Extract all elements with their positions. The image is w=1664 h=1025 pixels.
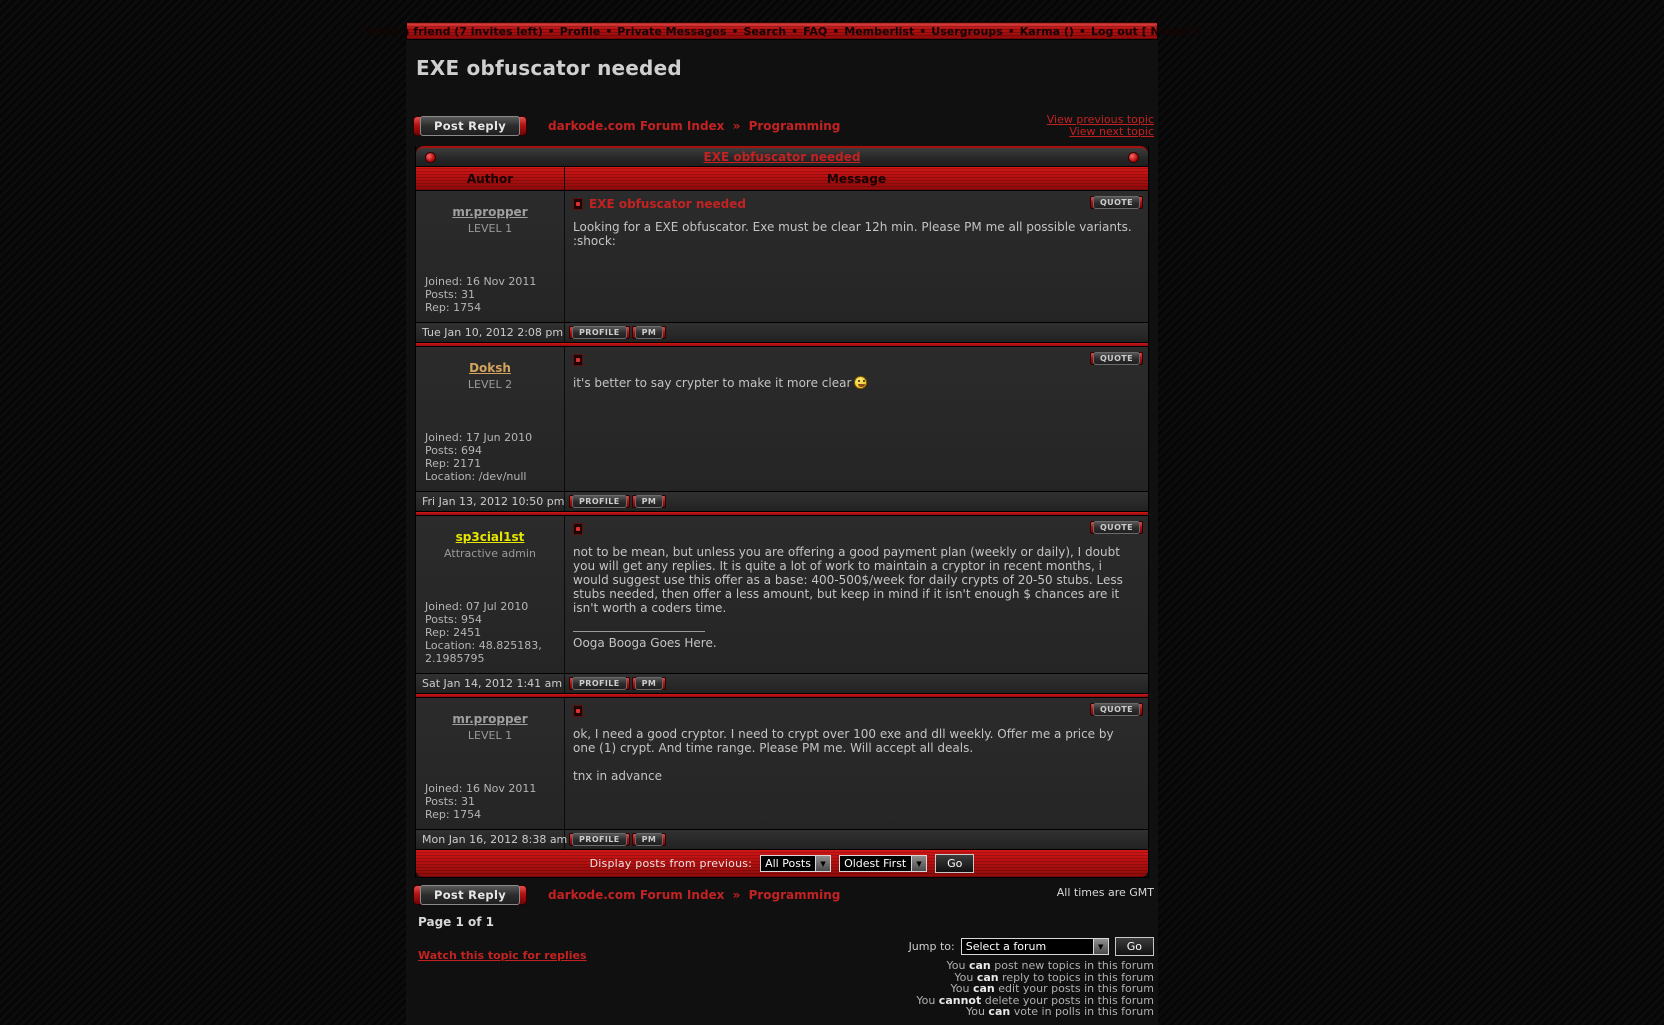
post-timestamp: Fri Jan 13, 2012 10:50 pm	[416, 492, 565, 511]
quote-label: QUOTE	[1093, 196, 1140, 209]
author-location: Location: /dev/null	[425, 470, 527, 483]
view-previous-topic-link[interactable]: View previous topic	[1046, 113, 1154, 126]
jump-go-button[interactable]: Go	[1115, 937, 1154, 956]
breadcrumb-separator: »	[732, 119, 741, 133]
post-author-cell	[416, 698, 565, 829]
breadcrumb	[548, 888, 840, 902]
author-location: Location: 48.825183, 2.1985795	[425, 639, 542, 665]
bottom-row	[418, 937, 1154, 1018]
grin-smiley-icon	[854, 376, 867, 389]
post-timestamp: Sat Jan 14, 2012 1:41 am	[416, 674, 565, 693]
profile-label: PROFILE	[572, 326, 627, 339]
post-message-cell	[565, 191, 1148, 322]
author-rep: Rep: 1754	[425, 808, 482, 821]
breadcrumb-section[interactable]: Programming	[748, 888, 841, 902]
author-rank: Attractive admin	[444, 547, 536, 560]
permission-line: You can post new topics in this forum	[946, 959, 1154, 972]
profile-button[interactable]	[571, 677, 628, 690]
post-reply-button[interactable]	[418, 885, 522, 905]
author-info	[422, 275, 558, 314]
page-indicator: Page 1 of 1	[418, 915, 494, 929]
post-footer-row	[416, 322, 1148, 343]
nav-separator: •	[731, 24, 739, 38]
post-body-text: it's better to say crypter to make it more clear	[573, 376, 1138, 390]
quote-label: QUOTE	[1093, 521, 1140, 534]
post-icon	[573, 523, 583, 535]
message-column-header: Message	[826, 171, 887, 186]
nav-invite-friend[interactable]: Invite a friend (7 invites left)	[362, 24, 543, 38]
post-row	[416, 698, 1148, 829]
view-next-topic-link[interactable]: View next topic	[1069, 125, 1154, 138]
profile-label: PROFILE	[572, 833, 627, 846]
forum-page	[362, 22, 1202, 1025]
post-footer-row	[416, 673, 1148, 694]
author-post-count: Posts: 694	[425, 444, 482, 457]
page-title: EXE obfuscator needed	[416, 56, 682, 80]
permission-line: You can reply to topics in this forum	[954, 970, 1154, 984]
post-body-text: Looking for a EXE obfuscator. Exe must be clear 12h min. Please PM me all possible variants. :shock:	[573, 220, 1132, 248]
post-actions	[565, 677, 1148, 690]
nav-separator: •	[1078, 24, 1086, 38]
author-link[interactable]: Doksh	[469, 361, 511, 375]
post-row	[416, 347, 1148, 491]
profile-button[interactable]	[571, 833, 628, 846]
jump-select-wrap	[961, 938, 1109, 955]
pm-button[interactable]	[634, 677, 665, 690]
nav-separator: •	[791, 24, 799, 38]
pm-button[interactable]	[634, 495, 665, 508]
nav-search[interactable]: Search	[743, 24, 787, 38]
red-dot-icon	[1129, 153, 1138, 162]
post-subject[interactable]: EXE obfuscator needed	[589, 197, 746, 211]
pm-button[interactable]	[634, 833, 665, 846]
post-body	[573, 545, 1138, 615]
dropdown-arrow-icon[interactable]: ▼	[911, 856, 926, 871]
table-header-row	[416, 167, 1148, 191]
top-navbar	[362, 22, 1202, 40]
author-link[interactable]: mr.propper	[452, 712, 528, 726]
post-body	[573, 727, 1138, 783]
post-icon	[573, 705, 583, 717]
post-actions	[565, 833, 1148, 846]
pm-button[interactable]	[634, 326, 665, 339]
permission-line: You cannot delete your posts in this forum	[916, 993, 1154, 1007]
breadcrumb-forum-index[interactable]: darkode.com Forum Index	[548, 119, 725, 133]
jump-to-row	[909, 937, 1154, 956]
author-link[interactable]: sp3cial1st	[455, 530, 525, 544]
nav-profile[interactable]: Profile	[559, 24, 601, 38]
post-row	[416, 191, 1148, 322]
post-icon	[573, 198, 583, 210]
post-timestamp: Mon Jan 16, 2012 8:38 am	[416, 830, 565, 849]
post-footer-row	[416, 491, 1148, 512]
post-author-cell	[416, 347, 565, 491]
nav-separator: •	[1007, 24, 1015, 38]
quote-button[interactable]	[1092, 352, 1141, 365]
author-joined: Joined: 16 Nov 2011	[425, 782, 537, 795]
author-column-header: Author	[416, 167, 565, 190]
topic-navigation	[1047, 114, 1154, 138]
post-icon	[573, 354, 583, 366]
posts-filter-select-wrap	[760, 855, 831, 872]
author-post-count: Posts: 31	[425, 288, 475, 301]
nav-separator: •	[547, 24, 555, 38]
author-post-count: Posts: 31	[425, 795, 475, 808]
breadcrumb	[548, 119, 840, 133]
author-rank: LEVEL 1	[467, 729, 513, 742]
author-post-count: Posts: 954	[425, 613, 482, 626]
permission-line: You can vote in polls in this forum	[965, 1005, 1154, 1018]
nav-separator: •	[832, 24, 840, 38]
profile-label: PROFILE	[572, 677, 627, 690]
author-info	[422, 782, 558, 821]
quote-button[interactable]	[1092, 196, 1141, 209]
jump-to-label: Jump to:	[908, 940, 955, 953]
posts-filter-select[interactable]	[761, 856, 815, 871]
post-row	[416, 516, 1148, 673]
sort-order-select[interactable]	[840, 856, 911, 871]
profile-button[interactable]	[571, 495, 628, 508]
post-author-cell	[416, 516, 565, 673]
author-info	[422, 431, 558, 483]
post-body-text: tnx in advance	[573, 769, 662, 783]
topic-title-bar	[416, 146, 1148, 167]
post-reply-label: Post Reply	[420, 116, 520, 136]
breadcrumb-section[interactable]: Programming	[748, 119, 841, 133]
post-actions	[565, 495, 1148, 508]
topic-title-link[interactable]: EXE obfuscator needed	[703, 150, 861, 164]
nav-separator: •	[919, 24, 927, 38]
author-rank: LEVEL 2	[467, 378, 513, 391]
nav-private-messages[interactable]: Private Messages	[617, 24, 727, 38]
display-go-button[interactable]: Go	[935, 854, 974, 873]
breadcrumb-separator: »	[732, 888, 741, 902]
dropdown-arrow-icon[interactable]: ▼	[815, 856, 830, 871]
author-rep: Rep: 2451	[425, 626, 482, 639]
profile-label: PROFILE	[572, 495, 627, 508]
topic-table	[415, 146, 1149, 878]
post-actions	[565, 326, 1148, 339]
post-reply-button[interactable]	[418, 116, 522, 136]
forum-permissions	[909, 960, 1154, 1018]
watch-topic-link[interactable]: Watch this topic for replies	[418, 949, 587, 962]
bottom-right-panel	[909, 937, 1154, 1018]
sort-order-select-wrap	[839, 855, 927, 872]
post-body	[573, 376, 1138, 390]
display-posts-label: Display posts from previous:	[589, 857, 753, 870]
bottom-toolbar	[418, 885, 1154, 905]
author-link[interactable]: mr.propper	[452, 205, 528, 219]
pm-label: PM	[635, 495, 664, 508]
post-message-cell	[565, 516, 1148, 673]
permission-line: You can edit your posts in this forum	[950, 982, 1154, 995]
post-timestamp: Tue Jan 10, 2012 2:08 pm	[416, 323, 565, 342]
quote-label: QUOTE	[1093, 703, 1140, 716]
nav-separator: •	[605, 24, 613, 38]
display-posts-bar	[416, 850, 1148, 877]
nav-usergroups[interactable]: Usergroups	[931, 24, 1003, 38]
author-joined: Joined: 07 Jul 2010	[425, 600, 529, 613]
nav-memberlist[interactable]: Memberlist	[844, 24, 915, 38]
quote-label: QUOTE	[1093, 352, 1140, 365]
nav-karma[interactable]: Karma ()	[1019, 24, 1074, 38]
top-toolbar	[418, 114, 1154, 138]
author-info	[422, 600, 558, 665]
post-message-cell	[565, 347, 1148, 491]
pm-label: PM	[635, 833, 664, 846]
author-joined: Joined: 17 Jun 2010	[425, 431, 533, 444]
quote-button[interactable]	[1092, 703, 1141, 716]
nav-logout[interactable]: Log out [ Nassef ]	[1090, 24, 1202, 38]
post-signature: Ooga Booga Goes Here.	[573, 636, 717, 650]
jump-select[interactable]	[962, 939, 1093, 954]
nav-faq[interactable]: FAQ	[803, 24, 828, 38]
red-dot-icon	[426, 153, 435, 162]
post-reply-label: Post Reply	[420, 885, 520, 905]
quote-button[interactable]	[1092, 521, 1141, 534]
profile-button[interactable]	[571, 326, 628, 339]
post-body	[573, 220, 1138, 248]
post-body-text: not to be mean, but unless you are offering a good payment plan (weekly or daily), I doubt you will get any replies. It is quite a lot of work to maintain a cryptor in recent months, i would suggest use this offer as a base: 400-500$/week for daily crypts of 20-50 stubs. Less stubs needed, then offer a less amount, but keep in mind if it isn't enough $ chances are it isn't worth a coders time.	[573, 545, 1123, 615]
post-body-text: ok, I need a good cryptor. I need to crypt over 100 exe and dll weekly. Offer me a price by one (1) crypt. And time range. Please PM me. Will accept all deals.	[573, 727, 1114, 755]
signature-divider	[573, 631, 705, 632]
breadcrumb-forum-index[interactable]: darkode.com Forum Index	[548, 888, 725, 902]
post-author-cell	[416, 191, 565, 322]
post-footer-row	[416, 829, 1148, 850]
pm-label: PM	[635, 677, 664, 690]
pm-label: PM	[635, 326, 664, 339]
author-rep: Rep: 2171	[425, 457, 482, 470]
dropdown-arrow-icon[interactable]: ▼	[1093, 939, 1108, 954]
post-message-cell	[565, 698, 1148, 829]
author-rank: LEVEL 1	[467, 222, 513, 235]
timezone-note: All times are GMT	[1056, 886, 1154, 899]
author-rep: Rep: 1754	[425, 301, 482, 314]
author-joined: Joined: 16 Nov 2011	[425, 275, 537, 288]
